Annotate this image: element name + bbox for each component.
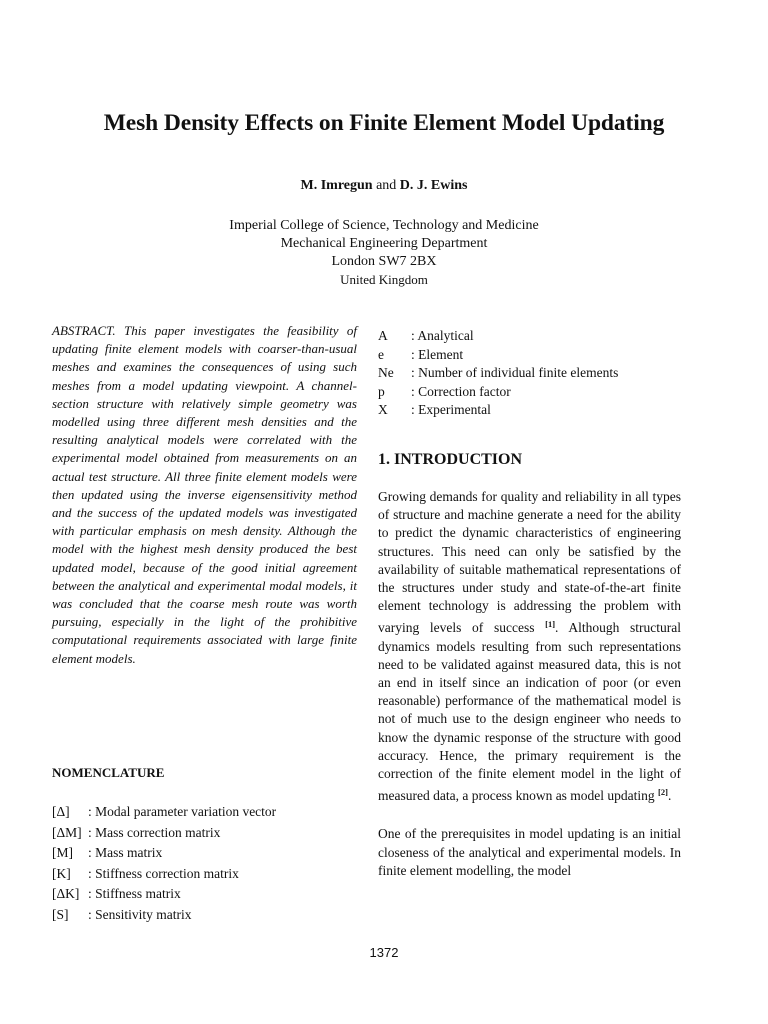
nomenclature-symbol: [ΔK] <box>52 886 80 902</box>
nomenclature-desc: : Modal parameter variation vector <box>88 804 277 819</box>
abstract <box>52 322 357 668</box>
nomenclature-desc: : Stiffness correction matrix <box>88 865 239 881</box>
nomenclature-item <box>52 843 352 864</box>
nomenclature-symbol: [Δ] <box>52 804 70 819</box>
paper-title: Mesh Density Effects on Finite Element Model Updating <box>103 110 665 136</box>
subscripts-list <box>378 327 708 420</box>
nomenclature-symbol: [S] <box>52 906 69 922</box>
citation-ref-2: [2] <box>658 787 668 798</box>
abstract-label: ABSTRACT. <box>52 323 116 338</box>
subscript-item <box>378 346 708 365</box>
affiliation-country: United Kingdom <box>340 272 428 287</box>
nomenclature-desc: : Stiffness matrix <box>88 886 181 902</box>
introduction-paragraph: Growing demands for quality and reliability in all types of structure and machine generate a need for the ability to predict the dynamic characteristics of engineering structures. This need can only be satisfied by the availability of suitable mathematical representations of the structures under study and state-of-the-art finite element technology is addressing the problem with varying levels of success [1]. Although structural dynamics models resulting from such representations need to be validated against measured data, this is not an end in itself since an indication of poor (or even reasonable) performance of the mathematical model is not of much use to the design engineer who needs to know the dynamic response of the structure with good accuracy. Hence, the primary requirement is the correction of the finite element model in the light of measured data, a process known as model updating [2]. <box>378 489 681 804</box>
nomenclature-symbol: [ΔM] <box>52 824 82 840</box>
introduction-paragraph: One of the prerequisites in model updating is an initial closeness of the analytical and experimental models. In finite element modelling, the model <box>378 826 681 878</box>
nomenclature-symbol: [K] <box>52 865 71 881</box>
subscript-desc: : Number of individual finite elements <box>411 365 619 380</box>
subscript-desc: : Element <box>411 346 464 362</box>
affiliation-city: London SW7 2BX <box>331 254 437 269</box>
subscript-item <box>378 364 708 383</box>
nomenclature-item <box>52 884 352 905</box>
subscript-item <box>378 401 708 420</box>
subscript-item <box>378 327 708 346</box>
subscript-desc: : Correction factor <box>411 383 511 399</box>
introduction-heading: 1. INTRODUCTION <box>378 451 523 468</box>
subscript-item <box>378 383 708 402</box>
nomenclature-item <box>52 864 352 885</box>
subscript-symbol: p <box>378 383 385 399</box>
nomenclature-desc: : Mass correction matrix <box>88 824 221 840</box>
citation-ref-1: [1] <box>545 619 556 630</box>
nomenclature-list <box>52 802 352 926</box>
affiliation <box>0 217 768 289</box>
nomenclature-heading: NOMENCLATURE <box>52 765 165 780</box>
authors <box>0 178 768 194</box>
subscript-symbol: X <box>378 402 388 417</box>
subscript-symbol: A <box>378 328 388 343</box>
subscript-symbol: e <box>378 346 384 362</box>
nomenclature-item <box>52 802 352 823</box>
author-2: D. J. Ewins <box>399 178 468 193</box>
affiliation-department: Mechanical Engineering Department <box>280 236 488 251</box>
nomenclature-symbol: [M] <box>52 845 73 861</box>
author-conjunction: and <box>372 178 400 193</box>
affiliation-institution: Imperial College of Science, Technology and Medicine <box>229 218 539 233</box>
subscript-symbol: Ne <box>378 365 394 380</box>
subscript-desc: : Analytical <box>411 328 474 343</box>
nomenclature-item <box>52 905 352 926</box>
nomenclature-desc: : Sensitivity matrix <box>88 906 192 922</box>
abstract-text: This paper investigates the feasibility of updating finite element models with coarser-than-usual meshes and examines the consequences of using such meshes from a model updating viewpoint. A channel-section structure with relatively simple geometry was modelled using three different mesh densities and the resulting analytical models were correlated with the experimental model obtained from measurements on an actual test structure. All three finite element models were then updated using the inverse eigensensitivity method and the success of the updated models was investigated with particular emphasis on mesh density. Although the model with the highest mesh density produced the best updated model, because of the good initial agreement between the analytical and experimental modal models, it was concluded that the coarse mesh route was worth pursuing, especially in the light of the prohibitive computational requirements associated with large finite element models. <box>52 323 357 666</box>
introduction-body <box>378 488 681 880</box>
subscript-desc: : Experimental <box>411 402 491 417</box>
page-number: 1372 <box>369 945 399 960</box>
nomenclature-item <box>52 823 352 844</box>
nomenclature-desc: : Mass matrix <box>88 845 163 861</box>
author-1: M. Imregun <box>300 178 373 193</box>
